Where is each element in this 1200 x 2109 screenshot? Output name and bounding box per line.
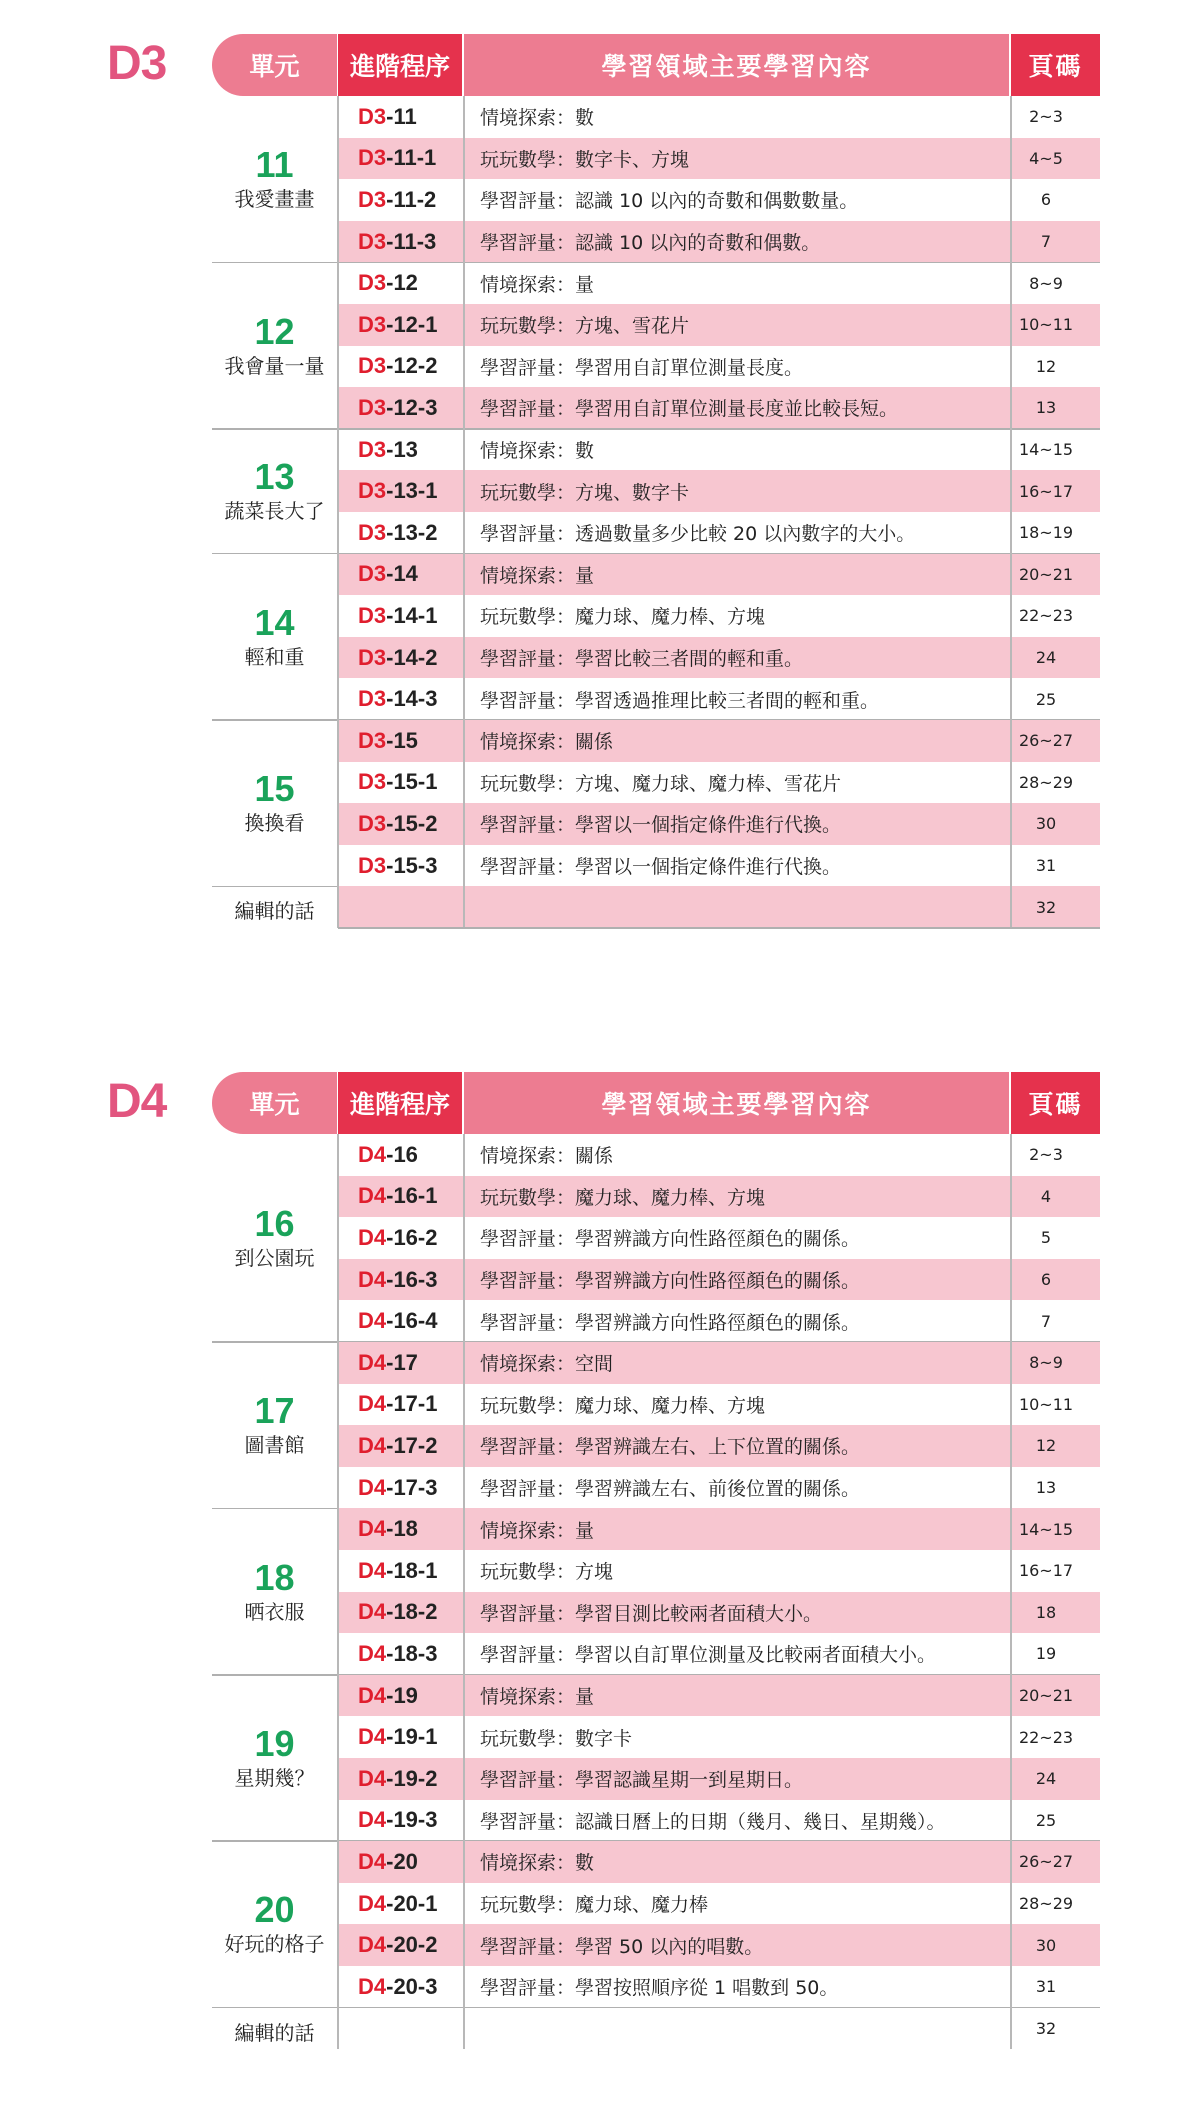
row-page: 12	[1035, 1436, 1057, 1456]
code-suffix: -11-1	[386, 145, 437, 171]
header-content: 學習領域主要學習內容	[464, 34, 1009, 96]
row-content: 學習評量：認識日曆上的日期（幾月、幾日、星期幾）。	[480, 1810, 946, 1833]
header-content: 學習領域主要學習內容	[464, 1072, 1009, 1134]
code-prefix: D4	[358, 1224, 387, 1250]
row-code	[338, 1225, 460, 1251]
row-content: 學習評量：學習以一個指定條件進行代換。	[480, 856, 842, 879]
code-suffix: -16-4	[386, 1308, 438, 1334]
row-content: 情境探索：量	[480, 1686, 595, 1709]
code-suffix: -11-2	[386, 186, 437, 212]
code-prefix: D3	[358, 602, 387, 628]
row-page: 6	[1040, 190, 1052, 210]
row-code	[338, 1724, 460, 1750]
row-code	[338, 1142, 460, 1168]
code-prefix: D3	[358, 727, 387, 753]
code-suffix: -14-1	[386, 602, 438, 628]
row-page: 24	[1035, 1769, 1057, 1789]
row-content: 情境探索：量	[480, 273, 595, 296]
row-page: 30	[1035, 1935, 1057, 1955]
unit-name: 換換看	[244, 811, 305, 836]
code-suffix: -18-1	[386, 1557, 438, 1583]
table-row	[338, 1259, 1100, 1301]
row-page: 6	[1040, 1270, 1052, 1290]
row-content: 學習評量：學習認識星期一到星期日。	[480, 1769, 804, 1792]
row-code	[338, 1516, 460, 1542]
code-suffix: -16-1	[386, 1183, 438, 1209]
row-content: 學習評量：學習透過推理比較三者間的輕和重。	[480, 689, 880, 712]
row-content: 學習評量：學習辨識方向性路徑顏色的關係。	[480, 1270, 861, 1293]
row-code	[338, 1308, 460, 1334]
row-content: 學習評量：學習辨識左右、上下位置的關係。	[480, 1436, 861, 1459]
row-content: 情境探索：量	[480, 564, 595, 587]
row-page: 22~23	[1018, 1727, 1074, 1747]
row-page: 5	[1040, 1228, 1052, 1248]
code-prefix: D4	[358, 1557, 387, 1583]
table-row	[338, 845, 1100, 887]
code-prefix: D4	[358, 1765, 387, 1791]
row-page: 18~19	[1018, 523, 1074, 543]
row-code	[338, 811, 460, 837]
unit-name: 好玩的格子	[224, 1932, 325, 1957]
code-prefix: D4	[358, 1848, 387, 1874]
row-content: 情境探索：量	[480, 1519, 595, 1542]
column-line	[463, 1134, 465, 2049]
table-row	[338, 387, 1100, 429]
code-prefix: D3	[358, 810, 387, 836]
row-page: 28~29	[1018, 1894, 1074, 1914]
table-row	[338, 554, 1100, 596]
row-content: 玩玩數學：魔力球、魔力棒、方塊	[480, 1186, 766, 1209]
row-page: 2~3	[1029, 1145, 1063, 1165]
table-row	[338, 262, 1100, 304]
row-code	[338, 229, 460, 255]
table-row	[338, 1675, 1100, 1717]
code-prefix: D4	[358, 1724, 387, 1750]
table-row	[338, 803, 1100, 845]
row-page: 16~17	[1018, 481, 1074, 501]
table-row	[338, 1425, 1100, 1467]
column-line	[1010, 96, 1012, 928]
code-suffix: -13-1	[386, 478, 438, 504]
code-suffix: -14	[386, 561, 418, 587]
row-page: 19	[1035, 1644, 1057, 1664]
row-code	[338, 603, 460, 629]
code-suffix: -14-2	[386, 644, 438, 670]
row-content: 學習評量：學習用自訂單位測量長度。	[480, 356, 804, 379]
table-row	[338, 470, 1100, 512]
row-code	[338, 187, 460, 213]
row-page: 26~27	[1018, 1852, 1074, 1872]
row-content: 玩玩數學：方塊、數字卡	[480, 481, 690, 504]
code-prefix: D4	[358, 1516, 387, 1542]
row-code	[338, 1391, 460, 1417]
row-code	[338, 1433, 460, 1459]
table-bottom-line	[338, 927, 1100, 929]
row-content: 情境探索：空間	[480, 1353, 614, 1376]
code-suffix: -17-1	[386, 1391, 438, 1417]
code-prefix: D4	[358, 1640, 387, 1666]
header-page: 頁碼	[1011, 1072, 1100, 1134]
column-line	[1010, 1134, 1012, 2049]
row-code	[338, 1932, 460, 1958]
row-code	[338, 353, 460, 379]
unit-label	[212, 1724, 337, 1792]
row-code	[338, 395, 460, 421]
code-suffix: -17-2	[386, 1432, 438, 1458]
editor-label: 編輯的話	[234, 899, 315, 924]
code-suffix: -12-3	[386, 394, 438, 420]
row-content: 情境探索：數	[480, 1852, 595, 1875]
row-page: 28~29	[1018, 772, 1074, 792]
row-content: 情境探索：關係	[480, 731, 614, 754]
code-suffix: -16-3	[386, 1266, 438, 1292]
row-content: 學習評量：透過數量多少比較 20 以內數字的大小。	[480, 523, 916, 546]
code-suffix: -13	[386, 436, 418, 462]
code-prefix: D4	[358, 1973, 387, 1999]
unit-number: 20	[254, 1889, 295, 1931]
unit-name: 晒衣服	[244, 1599, 305, 1624]
code-prefix: D3	[358, 145, 387, 171]
row-content: 情境探索：關係	[480, 1145, 614, 1168]
row-code	[338, 1475, 460, 1501]
row-page: 8~9	[1029, 1353, 1063, 1373]
unit-label	[212, 312, 337, 380]
row-code	[338, 104, 460, 130]
table-row	[338, 1841, 1100, 1883]
column-line	[463, 96, 465, 928]
book-label: D3	[107, 37, 167, 90]
table-row	[338, 1633, 1100, 1675]
table-row	[338, 1384, 1100, 1426]
unit-name: 星期幾？	[234, 1766, 315, 1790]
row-content: 玩玩數學：魔力球、魔力棒	[480, 1894, 709, 1917]
code-suffix: -15-3	[386, 852, 438, 878]
code-prefix: D4	[358, 1932, 387, 1958]
row-content: 學習評量：學習按照順序從 1 唱數到 50。	[480, 1977, 839, 2000]
code-prefix: D3	[358, 478, 387, 504]
code-prefix: D4	[358, 1349, 387, 1375]
table-row	[338, 1508, 1100, 1550]
code-suffix: -20	[386, 1848, 418, 1874]
row-code	[338, 478, 460, 504]
table-row	[338, 1758, 1100, 1800]
row-code	[338, 1267, 460, 1293]
code-suffix: -17-3	[386, 1474, 438, 1500]
header-code: 進階程序	[338, 34, 462, 96]
unit-label	[212, 769, 337, 837]
code-suffix: -18-3	[386, 1640, 438, 1666]
row-page: 25	[1035, 689, 1057, 709]
code-prefix: D3	[358, 394, 387, 420]
table-row	[338, 1467, 1100, 1509]
code-suffix: -20-2	[386, 1932, 438, 1958]
table-row	[338, 512, 1100, 554]
unit-name: 蔬菜長大了	[224, 499, 325, 524]
row-page: 26~27	[1018, 731, 1074, 751]
table-row	[338, 720, 1100, 762]
unit-label	[212, 457, 337, 525]
code-prefix: D4	[358, 1266, 387, 1292]
table-body	[212, 1134, 1092, 2049]
unit-number: 18	[254, 1556, 295, 1598]
code-suffix: -15-2	[386, 810, 438, 836]
code-prefix: D4	[358, 1474, 387, 1500]
unit-number: 16	[254, 1203, 295, 1244]
row-content: 玩玩數學：方塊、魔力球、魔力棒、雪花片	[480, 772, 842, 795]
row-content: 玩玩數學：數字卡	[480, 1727, 633, 1750]
code-suffix: -19-2	[386, 1765, 438, 1791]
row-content: 學習評量：學習辨識左右、前後位置的關係。	[480, 1478, 861, 1501]
table-row	[338, 1217, 1100, 1259]
unit-name: 到公園玩	[234, 1246, 315, 1270]
unit-number: 11	[255, 144, 294, 186]
code-prefix: D3	[358, 186, 387, 212]
unit-name: 我會量一量	[224, 353, 325, 378]
row-content: 學習評量：學習比較三者間的輕和重。	[480, 648, 804, 671]
table-body	[212, 96, 1092, 928]
code-prefix: D3	[358, 561, 387, 587]
table-row	[338, 96, 1100, 138]
code-suffix: -17	[386, 1349, 418, 1375]
row-code	[338, 561, 460, 587]
table-row	[338, 678, 1100, 720]
row-code	[338, 312, 460, 338]
unit-label	[212, 1391, 337, 1459]
table-row	[338, 346, 1100, 388]
row-content: 學習評量：學習以自訂單位測量及比較兩者面積大小。	[480, 1644, 937, 1667]
table-row	[338, 1342, 1100, 1384]
code-prefix: D3	[358, 311, 387, 337]
row-code	[338, 1891, 460, 1917]
table-row	[338, 429, 1100, 471]
table-row	[338, 1883, 1100, 1925]
editor-row	[338, 2008, 1100, 2050]
row-content: 玩玩數學：數字卡、方塊	[480, 148, 690, 171]
code-suffix: -11	[386, 103, 417, 129]
row-page: 13	[1035, 398, 1057, 418]
editor-label: 編輯的話	[234, 2020, 315, 2045]
code-prefix: D4	[358, 1391, 387, 1417]
code-suffix: -12	[386, 270, 418, 296]
table-row	[338, 1716, 1100, 1758]
row-page: 20~21	[1018, 1686, 1074, 1706]
table-header	[212, 34, 1092, 96]
header-unit: 單元	[212, 34, 337, 96]
row-code	[338, 645, 460, 671]
unit-label	[212, 1558, 337, 1626]
code-suffix: -11-3	[386, 228, 437, 254]
row-content: 學習評量：認識 10 以內的奇數和偶數數量。	[480, 190, 859, 213]
row-content: 學習評量：學習目測比較兩者面積大小。	[480, 1602, 823, 1625]
row-content: 學習評量：認識 10 以內的奇數和偶數。	[480, 232, 821, 255]
unit-number: 12	[254, 310, 295, 352]
row-code	[338, 1766, 460, 1792]
unit-number: 14	[254, 601, 295, 643]
row-page: 31	[1035, 856, 1057, 876]
unit-label	[212, 1890, 337, 1958]
code-prefix: D4	[358, 1183, 387, 1209]
row-code	[338, 769, 460, 795]
row-code	[338, 686, 460, 712]
book-label: D4	[107, 1075, 167, 1128]
row-page: 22~23	[1018, 606, 1074, 626]
row-page: 10~11	[1018, 315, 1074, 335]
code-suffix: -16-2	[386, 1224, 438, 1250]
row-content: 學習評量：學習辨識方向性路徑顏色的關係。	[480, 1311, 861, 1334]
code-prefix: D3	[358, 103, 387, 129]
code-prefix: D3	[358, 228, 387, 254]
table-row	[338, 179, 1100, 221]
toc-table	[212, 34, 1092, 928]
code-suffix: -16	[386, 1141, 418, 1167]
unit-number: 15	[254, 768, 295, 810]
row-content: 玩玩數學：方塊	[480, 1561, 614, 1584]
row-code	[338, 728, 460, 754]
row-page: 8~9	[1029, 273, 1063, 293]
row-page: 16~17	[1018, 1561, 1074, 1581]
row-code	[338, 1641, 460, 1667]
code-suffix: -19	[386, 1682, 418, 1708]
code-prefix: D3	[358, 436, 387, 462]
table-row	[338, 221, 1100, 263]
table-row	[338, 1300, 1100, 1342]
row-code	[338, 853, 460, 879]
row-code	[338, 270, 460, 296]
header-code: 進階程序	[338, 1072, 462, 1134]
code-prefix: D4	[358, 1308, 387, 1334]
row-page: 18	[1035, 1602, 1057, 1622]
code-suffix: -12-2	[386, 353, 438, 379]
column-line	[337, 1134, 339, 2049]
row-page: 10~11	[1018, 1394, 1074, 1414]
table-row	[338, 1550, 1100, 1592]
row-code	[338, 1849, 460, 1875]
row-page: 14~15	[1018, 1519, 1074, 1539]
code-suffix: -18	[386, 1516, 418, 1542]
row-content: 情境探索：數	[480, 107, 595, 130]
table-header	[212, 1072, 1092, 1134]
code-suffix: -12-1	[386, 311, 438, 337]
row-content: 學習評量：學習 50 以內的唱數。	[480, 1935, 764, 1958]
editor-page: 32	[1035, 897, 1057, 917]
code-suffix: -20-3	[386, 1973, 438, 1999]
code-suffix: -20-1	[386, 1890, 438, 1916]
row-code	[338, 1558, 460, 1584]
row-page: 31	[1035, 1977, 1057, 1997]
row-code	[338, 1350, 460, 1376]
header-unit: 單元	[212, 1072, 337, 1134]
unit-name: 輕和重	[244, 644, 305, 669]
unit-number: 19	[254, 1723, 295, 1764]
row-page: 30	[1035, 814, 1057, 834]
row-page: 7	[1040, 232, 1052, 252]
unit-label	[212, 1204, 337, 1272]
table-row	[338, 1924, 1100, 1966]
table-row	[338, 1592, 1100, 1634]
code-prefix: D3	[358, 769, 387, 795]
row-content: 學習評量：學習辨識方向性路徑顏色的關係。	[480, 1228, 861, 1251]
table-row	[338, 138, 1100, 180]
code-suffix: -18-2	[386, 1599, 438, 1625]
row-code	[338, 1974, 460, 2000]
row-page: 12	[1035, 356, 1057, 376]
row-page: 4~5	[1029, 148, 1063, 168]
table-row	[338, 304, 1100, 346]
row-content: 學習評量：學習用自訂單位測量長度並比較長短。	[480, 398, 899, 421]
code-prefix: D3	[358, 644, 387, 670]
row-page: 25	[1035, 1810, 1057, 1830]
unit-label	[212, 603, 337, 671]
code-suffix: -15	[386, 727, 418, 753]
code-prefix: D3	[358, 852, 387, 878]
row-code	[338, 1599, 460, 1625]
column-line	[337, 96, 339, 928]
code-prefix: D3	[358, 686, 387, 712]
row-page: 13	[1035, 1478, 1057, 1498]
code-suffix: -14-3	[386, 686, 438, 712]
unit-number: 13	[254, 456, 295, 498]
editor-row	[338, 886, 1100, 928]
code-prefix: D4	[358, 1141, 387, 1167]
unit-number: 17	[254, 1390, 295, 1432]
row-code	[338, 520, 460, 546]
row-page: 7	[1040, 1311, 1052, 1331]
row-code	[338, 145, 460, 171]
code-prefix: D3	[358, 519, 387, 545]
row-content: 情境探索：數	[480, 440, 595, 463]
table-row	[338, 1966, 1100, 2008]
code-prefix: D4	[358, 1682, 387, 1708]
table-row	[338, 1134, 1100, 1176]
row-page: 2~3	[1029, 107, 1063, 127]
toc-table	[212, 1072, 1092, 2049]
unit-name: 我愛畫畫	[234, 187, 315, 212]
row-content: 學習評量：學習以一個指定條件進行代換。	[480, 814, 842, 837]
code-suffix: -19-1	[386, 1724, 438, 1750]
code-suffix: -19-3	[386, 1807, 438, 1833]
row-page: 4	[1040, 1186, 1052, 1206]
unit-label	[212, 145, 337, 213]
row-code	[338, 1683, 460, 1709]
table-row	[338, 762, 1100, 804]
table-row	[338, 1176, 1100, 1218]
row-page: 20~21	[1018, 564, 1074, 584]
row-content: 玩玩數學：魔力球、魔力棒、方塊	[480, 1394, 766, 1417]
code-suffix: -15-1	[386, 769, 438, 795]
unit-name: 圖書館	[244, 1433, 305, 1458]
code-prefix: D4	[358, 1807, 387, 1833]
table-row	[338, 637, 1100, 679]
row-code	[338, 1807, 460, 1833]
code-prefix: D3	[358, 353, 387, 379]
table-row	[338, 1800, 1100, 1842]
code-prefix: D4	[358, 1432, 387, 1458]
row-page: 14~15	[1018, 440, 1074, 460]
row-content: 玩玩數學：魔力球、魔力棒、方塊	[480, 606, 766, 629]
code-suffix: -13-2	[386, 519, 438, 545]
code-prefix: D3	[358, 270, 387, 296]
header-page: 頁碼	[1011, 34, 1100, 96]
table-row	[338, 595, 1100, 637]
row-code	[338, 437, 460, 463]
row-code	[338, 1183, 460, 1209]
editor-page: 32	[1035, 2018, 1057, 2038]
row-page: 24	[1035, 648, 1057, 668]
row-content: 玩玩數學：方塊、雪花片	[480, 315, 690, 338]
code-prefix: D4	[358, 1599, 387, 1625]
code-prefix: D4	[358, 1890, 387, 1916]
